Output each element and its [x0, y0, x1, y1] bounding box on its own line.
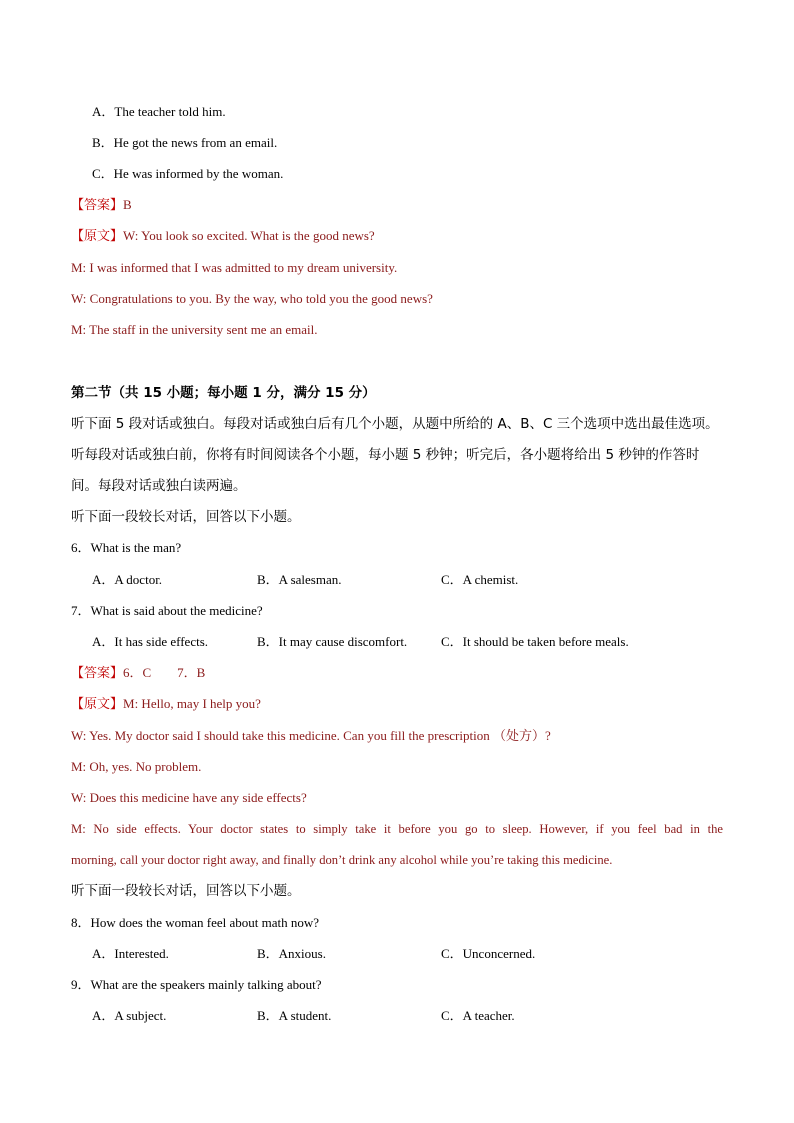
listen-prompt: 听下面一段较长对话，回答以下小题。 [71, 883, 301, 899]
transcript-line: W: Does this medicine have any side effects? [71, 790, 307, 805]
transcript-text: M: Hello, may I help you? [123, 696, 261, 711]
transcript-tag: 【原文】 [71, 697, 124, 712]
option-c: C．He was informed by the woman. [92, 166, 284, 181]
q9-option-a: A．A subject. [92, 1008, 167, 1023]
transcript-text: W: You look so excited. What is the good news? [123, 228, 375, 243]
question-8: 8．How does the woman feel about math now? [71, 915, 320, 930]
transcript-line: W: Yes. My doctor said I should take this medicine. Can you fill the prescription （处方）? [71, 728, 551, 743]
q6-option-a: A．A doctor. [92, 572, 163, 587]
q6-option-c: C．A chemist. [441, 572, 519, 587]
q8-option-b: B．Anxious. [257, 946, 326, 961]
question-9: 9．What are the speakers mainly talking about? [71, 977, 322, 992]
question-6: 6．What is the man? [71, 540, 182, 555]
answer-value: 6．C 7．B [123, 665, 206, 680]
transcript-tag: 【原文】 [71, 229, 124, 244]
transcript-line [71, 226, 375, 247]
q6-option-b: B．A salesman. [257, 572, 342, 587]
q8-option-a: A．Interested. [92, 946, 169, 961]
answer-value: B [123, 197, 132, 212]
transcript-line: M: Oh, yes. No problem. [71, 759, 202, 774]
q7-option-b: B．It may cause discomfort. [257, 634, 408, 649]
answer-line [71, 195, 132, 216]
question-7: 7．What is said about the medicine? [71, 603, 263, 618]
answer-tag: 【答案】 [71, 198, 124, 213]
answer-tag: 【答案】 [71, 666, 124, 681]
q9-option-c: C．A teacher. [441, 1008, 515, 1023]
option-b: B．He got the news from an email. [92, 135, 278, 150]
q7-option-c: C．It should be taken before meals. [441, 634, 629, 649]
q7-option-a: A．It has side effects. [92, 634, 209, 649]
transcript-line: M: I was informed that I was admitted to my dream university. [71, 260, 398, 275]
instruction-line: 听下面 5 段对话或独白。每段对话或独白后有几个小题，从题中所给的 A、B、C 三个选项中选出最佳选项。 [71, 416, 719, 432]
q8-option-c: C．Unconcerned. [441, 946, 536, 961]
transcript-line [71, 694, 261, 715]
transcript-line: morning, call your doctor right away, and finally don’t drink any alcohol while you’re taking this medicine. [71, 853, 613, 867]
transcript-line: M: The staff in the university sent me an email. [71, 322, 318, 337]
option-a: A．The teacher told him. [92, 104, 226, 119]
section-heading: 第二节（共 15 小题；每小题 1 分，满分 15 分） [71, 385, 376, 401]
listen-prompt: 听下面一段较长对话，回答以下小题。 [71, 509, 301, 525]
instruction-line: 听每段对话或独白前，你将有时间阅读各个小题，每小题 5 秒钟；听完后，各小题将给出 5 秒钟的作答时 [71, 447, 700, 463]
answer-line [71, 663, 205, 684]
q9-option-b: B．A student. [257, 1008, 332, 1023]
transcript-line: M: No side effects. Your doctor states to simply take it before you go to sleep. However, if you feel bad in the [71, 822, 723, 836]
instruction-line: 间。每段对话或独白读两遍。 [71, 478, 247, 494]
transcript-line: W: Congratulations to you. By the way, who told you the good news? [71, 291, 433, 306]
